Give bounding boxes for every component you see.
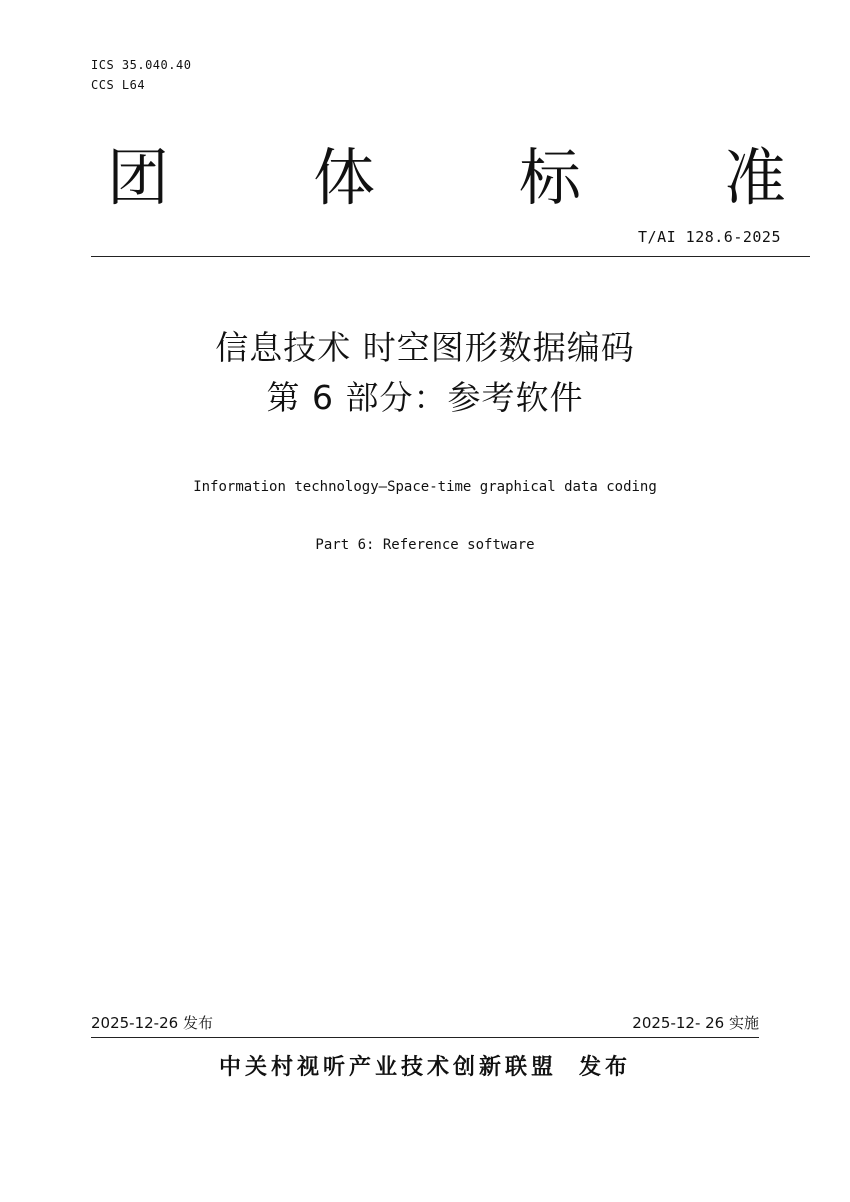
standard-type-char-2: 体 [313, 141, 376, 214]
bottom-divider [91, 1037, 759, 1038]
title-chinese-line-2: 第 6 部分：参考软件 [266, 378, 584, 417]
standard-type-char-4: 准 [724, 141, 787, 214]
title-chinese-line-1: 信息技术 时空图形数据编码 [215, 328, 635, 367]
standard-type-char-3: 标 [519, 141, 582, 214]
implementation-date: 2025-12- 26 实施 [632, 1014, 759, 1032]
title-english-line-1: Information technology—Space-time graphical data coding [193, 479, 657, 495]
standard-type-char-1: 团 [107, 141, 170, 214]
publish-date: 2025-12-26 发布 [91, 1014, 213, 1032]
ics-code: ICS 35.040.40 [91, 58, 192, 72]
standard-number: T/AI 128.6-2025 [638, 228, 781, 246]
title-english-line-2: Part 6: Reference software [315, 537, 535, 553]
publisher-organization: 中关村视听产业技术创新联盟 [218, 1055, 557, 1080]
top-divider [91, 256, 810, 257]
publisher-line [0, 1050, 850, 1081]
ccs-code: CCS L64 [91, 78, 146, 92]
publisher-action: 发布 [579, 1055, 632, 1080]
